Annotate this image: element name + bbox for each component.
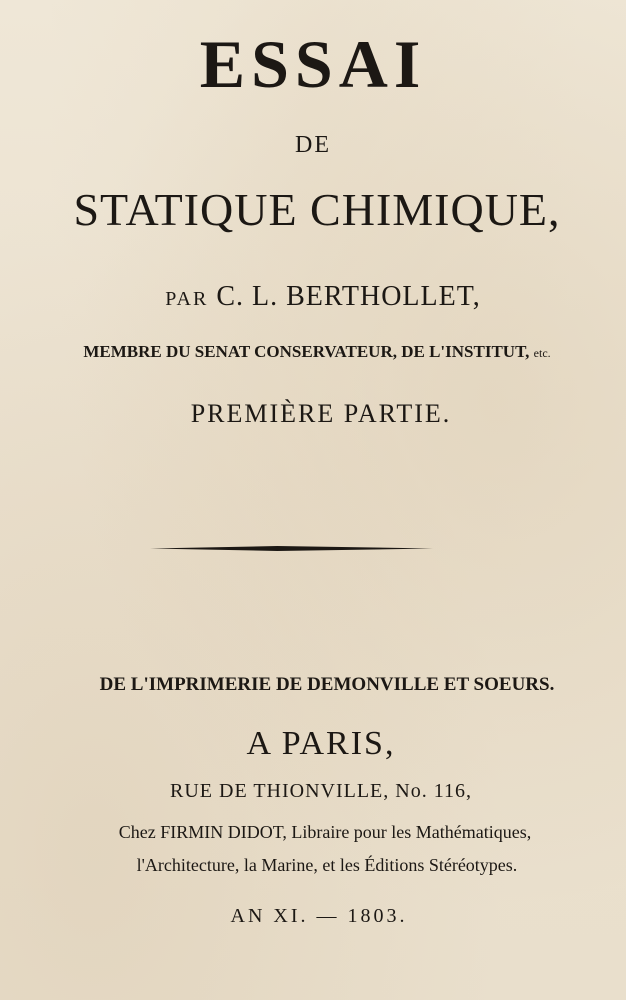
author-affiliation: MEMBRE DU SENAT CONSERVATEUR, DE L'INSTITUT, [83, 342, 530, 361]
bookseller-line-cont: l'Architecture, la Marine, et les Éditions Stéréotypes. [136, 855, 518, 875]
city-line: A PARIS, [246, 725, 396, 762]
author-name: C. L. BERTHOLLET, [216, 281, 481, 312]
bookseller-line: Chez FIRMIN DIDOT, Libraire pour les Mathématiques, [118, 822, 532, 842]
author-prefix: PAR [165, 288, 209, 310]
affiliation-etc: etc. [533, 346, 551, 360]
book-subtitle: STATIQUE CHIMIQUE, [73, 184, 561, 235]
author-line [10, 283, 626, 311]
book-title: ESSAI [199, 26, 427, 102]
decorative-rule [150, 546, 433, 551]
author-affiliation-line [4, 343, 626, 360]
printer-line: DE L'IMPRIMERIE DE DEMONVILLE ET SOEURS. [99, 674, 555, 695]
publication-date: AN XI. — 1803. [230, 905, 408, 927]
title-connector: DE [295, 132, 331, 158]
part-label: PREMIÈRE PARTIE. [190, 399, 452, 428]
street-line: RUE DE THIONVILLE, No. 116, [170, 780, 472, 802]
